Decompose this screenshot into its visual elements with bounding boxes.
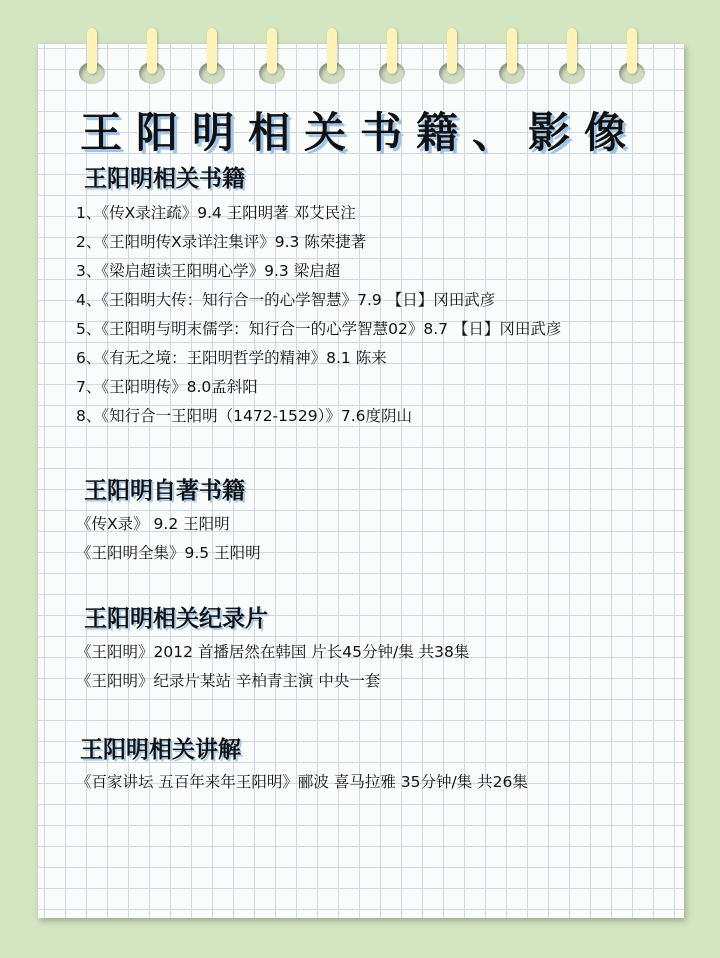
list-item: 4、《王阳明大传：知行合一的心学智慧》7.9 【日】冈田武彦 xyxy=(76,291,496,309)
list-item: 《王阳明》2012 首播居然在韩国 片长45分钟/集 共38集 xyxy=(76,643,470,661)
list-item: 2、《王阳明传X录详注集评》9.3 陈荣捷著 xyxy=(76,233,367,251)
list-item: 3、《梁启超读王阳明心学》9.3 梁启超 xyxy=(76,262,341,280)
binder-ring-icon xyxy=(139,28,169,86)
list-item: 《王阳明》纪录片某站 辛柏青主演 中央一套 xyxy=(76,672,381,690)
list-item: 《王阳明全集》9.5 王阳明 xyxy=(76,544,261,562)
binder-ring-icon xyxy=(199,28,229,86)
list-item: 8、《知行合一王阳明（1472-1529）》7.6度阴山 xyxy=(76,407,412,425)
list-item: 1、《传X录注疏》9.4 王阳明著 邓艾民注 xyxy=(76,204,356,222)
binder-ring-icon xyxy=(619,28,649,86)
binder-ring-icon xyxy=(439,28,469,86)
list-item: 《传X录》 9.2 王阳明 xyxy=(76,515,230,533)
list-item: 7、《王阳明传》8.0孟斜阳 xyxy=(76,378,258,396)
binder-ring-icon xyxy=(319,28,349,86)
page-title: 王阳明相关书籍、影像 xyxy=(79,108,640,157)
section-heading-own-books: 王阳明自著书籍 xyxy=(84,478,245,504)
list-item: 《百家讲坛 五百年来年王阳明》郦波 喜马拉雅 35分钟/集 共26集 xyxy=(76,773,528,791)
binder-ring-icon xyxy=(379,28,409,86)
list-item: 5、《王阳明与明末儒学：知行合一的心学智慧02》8.7 【日】冈田武彦 xyxy=(76,320,562,338)
binder-ring-icon xyxy=(559,28,589,86)
binder-ring-icon xyxy=(79,28,109,86)
section-heading-related-books: 王阳明相关书籍 xyxy=(84,166,245,192)
binder-ring-icon xyxy=(499,28,529,86)
section-heading-lectures: 王阳明相关讲解 xyxy=(80,737,241,763)
binder-ring-icon xyxy=(259,28,289,86)
section-heading-documentaries: 王阳明相关纪录片 xyxy=(84,606,268,632)
list-item: 6、《有无之境：王阳明哲学的精神》8.1 陈来 xyxy=(76,349,387,367)
